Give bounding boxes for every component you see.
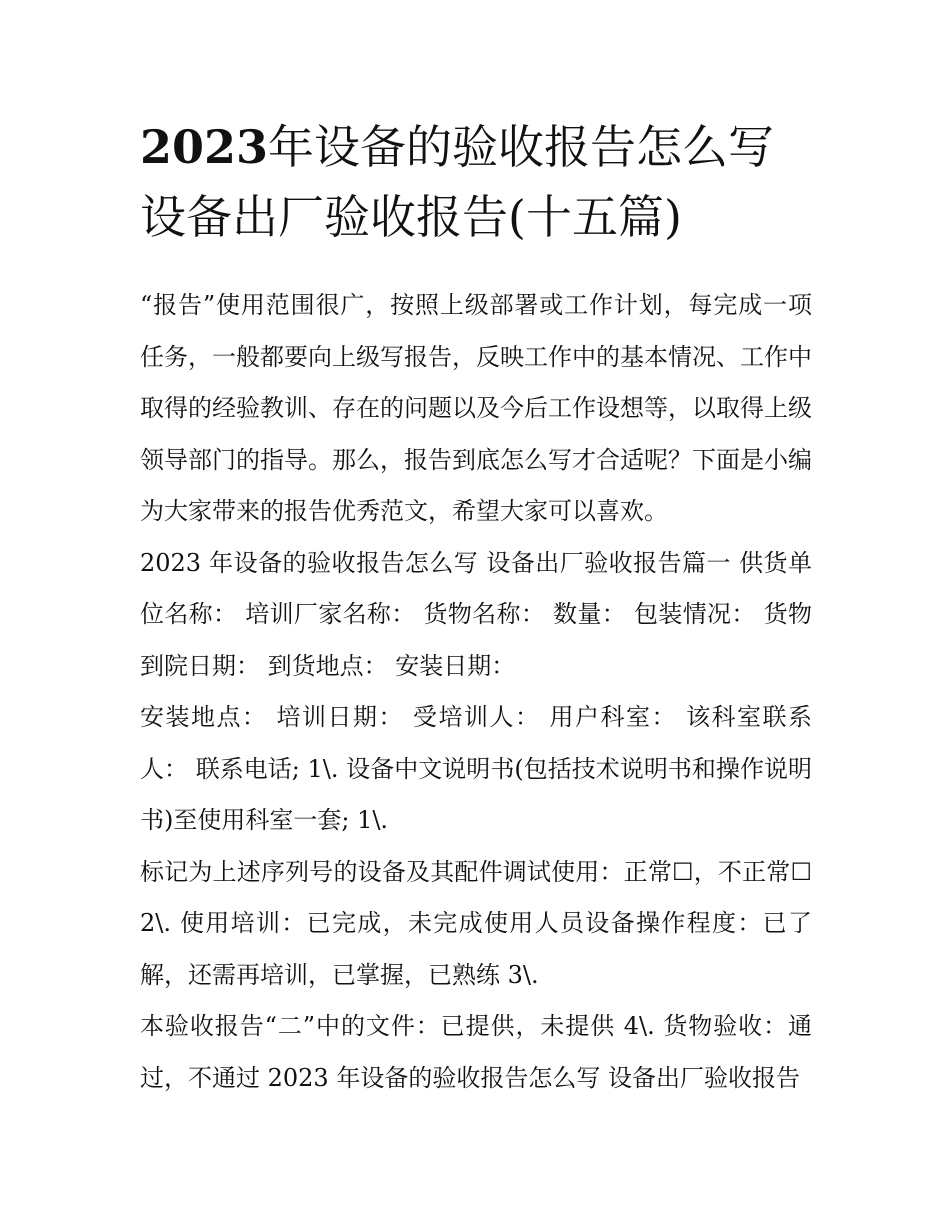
document-body (140, 280, 812, 1104)
title-line2-text: 设备出厂验收报告(十五篇) (140, 190, 682, 244)
intro-paragraph: “报告”使用范围很广，按照上级部署或工作计划，每完成一项任务，一般都要向上级写报告，反映工作中的基本情况、工作中取得的经验教训、存在的问题以及今后工作设想等，以取得上级领导部门的指导。那么，报告到底怎么写才合适呢？下面是小编为大家带来的报告优秀范文，希望大家可以喜欢。 (140, 291, 812, 525)
installation-info-paragraph: 安装地点： 培训日期： 受培训人： 用户科室： 该科室联系人： 联系电话; 1\. 设备中文说明书(包括技术说明书和操作说明书)至使用科室一套; 1\. (140, 703, 812, 834)
document-title (140, 112, 820, 252)
title-line1-text: 年设备的验收报告怎么写 (268, 120, 775, 174)
title-year: 2023 (140, 120, 269, 174)
debug-training-paragraph: 标记为上述序列号的设备及其配件调试使用：正常☐，不正常☐ 2\. 使用培训：已完成，未完成使用人员设备操作程度：已了解，还需再培训，已掌握，已熟练 3\. (140, 857, 812, 989)
supplier-info-paragraph: 2023 年设备的验收报告怎么写 设备出厂验收报告篇一 供货单位名称： 培训厂家名称： 货物名称： 数量： 包装情况： 货物到院日期： 到货地点： 安装日期： (140, 548, 812, 680)
acceptance-paragraph: 本验收报告“二”中的文件：已提供，未提供 4\. 货物验收：通过，不通过 2023 年设备的验收报告怎么写 设备出厂验收报告 (140, 1012, 812, 1092)
